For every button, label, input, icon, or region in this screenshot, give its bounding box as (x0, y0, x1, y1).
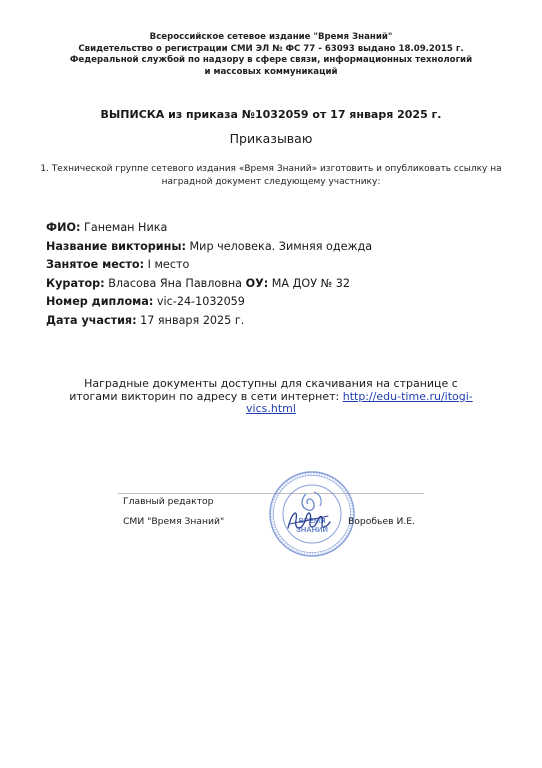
field-label: Название викторины: (46, 239, 186, 253)
handwritten-signature-icon (284, 502, 334, 536)
notice-line (0, 403, 542, 416)
header-line: Свидетельство о регистрации СМИ ЭЛ № ФС 77 - 63093 выдано 18.09.2015 г. (78, 43, 464, 54)
field-label: ОУ: (245, 276, 269, 290)
field-label: Номер диплома: (46, 295, 154, 309)
field-label: Занятое место: (46, 258, 145, 272)
field-diploma-number (46, 294, 506, 313)
signer-organization: СМИ "Время Знаний" (123, 516, 225, 527)
field-value: МА ДОУ № 32 (271, 276, 350, 290)
field-value: Власова Яна Павловна (108, 276, 243, 290)
header-line: Всероссийское сетевое издание "Время Знаний" (149, 32, 393, 42)
field-value: vic-24-1032059 (156, 295, 245, 309)
order-heading: Приказываю (229, 131, 313, 146)
notice-text: итогами викторин по адресу в сети интернет: (69, 389, 343, 403)
field-value: Ганеман Ника (84, 221, 168, 234)
signer-name: Воробьев И.Е. (348, 516, 415, 527)
field-fio (46, 220, 506, 239)
field-participation-date (46, 313, 506, 332)
field-curator (46, 276, 506, 295)
field-value: I место (147, 258, 190, 272)
stamp-text-2: ЗНАНИЙ (296, 525, 328, 534)
field-quiz-name (46, 239, 506, 258)
download-notice (0, 378, 542, 416)
field-label: Куратор: (46, 276, 105, 290)
field-place (46, 257, 506, 276)
signer-role: Главный редактор (123, 496, 214, 507)
publisher-header (0, 32, 542, 78)
field-label: ФИО: (46, 221, 81, 234)
header-line: и массовых коммуникаций (204, 66, 338, 77)
participant-details (46, 220, 506, 332)
header-line: Федеральной службой по надзору в сфере связи, информационных технологий (69, 55, 473, 66)
notice-line: Наградные документы доступны для скачивания на странице с (84, 377, 458, 390)
order-item-line: наградной документ следующему участнику: (161, 176, 381, 187)
field-value: 17 января 2025 г. (140, 313, 245, 327)
field-value: Мир человека. Зимняя одежда (189, 239, 373, 253)
extract-title: ВЫПИСКА из приказа №1032059 от 17 января 2025 г. (100, 108, 442, 121)
results-link[interactable]: http://edu-time.ru/itogi- (342, 389, 473, 403)
order-item-1 (0, 163, 542, 188)
field-label: Дата участия: (46, 313, 137, 327)
results-link-continuation[interactable]: vics.html (246, 402, 296, 416)
order-item-line: 1. Технической группе сетевого издания «Время Знаний» изготовить и опубликовать ссылку на (40, 164, 502, 174)
stamp-text-1: ВРЕМЯ (298, 516, 326, 525)
